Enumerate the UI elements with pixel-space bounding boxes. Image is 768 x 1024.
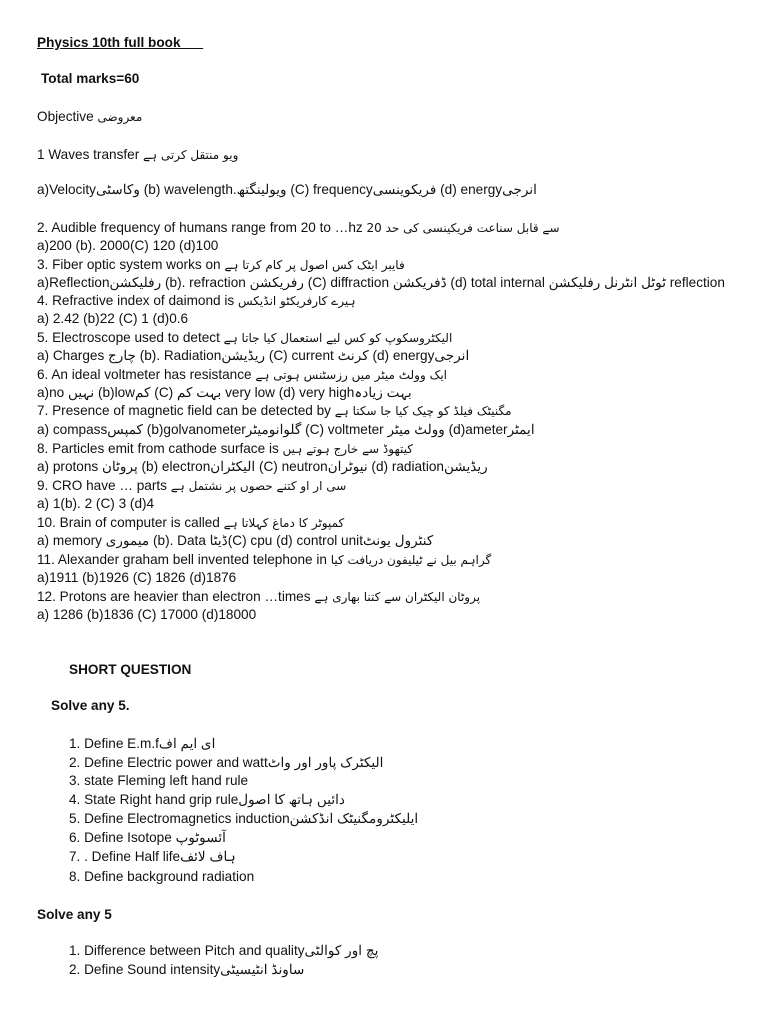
document-title: [37, 34, 203, 52]
question-11: [37, 551, 491, 569]
question-9-options: a) 1(b). 2 (C) 3 (d)4: [37, 496, 155, 511]
question-3: [37, 256, 405, 274]
total-marks: Total marks=60: [41, 71, 140, 86]
question-6-options: a)no نہیں (b)lowکم (C) بہت کم very low (d) very highبہت زیادہ: [37, 385, 412, 400]
short-item-2: 2. Define Electric power and wattالیکٹرک پاور اور واٹ: [69, 755, 384, 770]
question-text: 9. CRO have … parts: [37, 478, 167, 493]
question-text-urdu: مگنیٹک فیلڈ کو چیک کیا جا سکتا ہے: [334, 404, 512, 418]
question-text: 12. Protons are heavier than electron …times: [37, 589, 315, 604]
question-9: [37, 477, 346, 495]
question-6: [37, 366, 447, 384]
question-1: [37, 146, 238, 164]
question-7-options: a) compassکمپس (b)golvanometerگلوانومیٹر (C) voltmeter وولٹ میٹر (d)ameterایمٹر: [37, 422, 535, 437]
objective-heading: [37, 108, 142, 126]
question-text: 7. Presence of magnetic field can be detected by: [37, 403, 331, 418]
solve-any-5-first: Solve any 5.: [51, 698, 130, 713]
question-text-urdu: الیکٹروسکوپ کو کس لیے استعمال کیا جاتا ہے: [223, 331, 453, 345]
short-item-8: 8. Define background radiation: [69, 869, 255, 884]
question-text-urdu: ہیرے کارفریکٹو انڈیکس: [238, 294, 356, 308]
objective-label-urdu: معروضی: [97, 110, 143, 124]
question-text: 10. Brain of computer is called: [37, 515, 224, 530]
short2-item-1: 1. Difference between Pitch and qualityپچ اور کوالٹی: [69, 943, 379, 958]
question-text: 4. Refractive index of daimond is: [37, 293, 238, 308]
solve-any-5-second: Solve any 5: [37, 907, 112, 922]
question-text-urdu: فایبر ایٹک کس اصول پر کام کرتا ہے: [224, 258, 405, 272]
short-question-heading: SHORT QUESTION: [69, 662, 192, 677]
question-12: [37, 588, 480, 606]
question-text: 6. An ideal voltmeter has resistance: [37, 367, 256, 382]
objective-label: Objective: [37, 109, 94, 124]
question-2-options: a)200 (b). 2000(C) 120 (d)100: [37, 238, 219, 253]
question-text-urdu: سی ار او کتنے حصوں پر نشتمل ہے: [170, 479, 347, 493]
short-item-1: 1. Define E.m.fای ایم اف: [69, 736, 216, 751]
question-4-options: a) 2.42 (b)22 (C) 1 (d)0.6: [37, 311, 189, 326]
title-text: Physics 10th full book: [37, 35, 181, 50]
question-text-urdu: پروٹان الیکٹران سے کتنا بھاری ہے: [314, 590, 481, 604]
question-text: 2. Audible frequency of humans range from 20 to …hz: [37, 220, 363, 235]
short-item-6: 6. Define Isotope آئسوٹوپ: [69, 830, 226, 845]
question-text-urdu: ویو منتقل کرتی ہے: [143, 148, 239, 162]
question-10-options: a) memory میموری (b). Data ڈیٹا(C) cpu (d) control unitکنٹرول یونٹ: [37, 533, 434, 548]
question-8-options: a) protons پروٹان (b) electronالیکٹران (C) neutronنیوٹران (d) radiationریڈیشن: [37, 459, 488, 474]
question-text: 11. Alexander graham bell invented telephone in: [37, 552, 331, 567]
short2-item-2: 2. Define Sound intensityساونڈ انٹیسیٹی: [69, 962, 305, 977]
question-text: 8. Particles emit from cathode surface is: [37, 441, 283, 456]
question-5: [37, 329, 452, 347]
question-10: [37, 514, 344, 532]
short-item-3: 3. state Fleming left hand rule: [69, 773, 249, 788]
question-5-options: a) Charges چارج (b). Radiationریڈیشن (C) current کرنٹ (d) energyانرجی: [37, 348, 470, 363]
question-text-urdu: ایک وولٹ میٹر میں رزسٹنس ہوتی ہے: [255, 368, 447, 382]
question-text: 1 Waves transfer: [37, 147, 144, 162]
question-1-options: a)Velocityوکاسٹی (b) wavelength.ویولینگتھ (C) frequencyفریکوینسی (d) energyانرجی: [37, 182, 537, 197]
question-3-options: a)Reflectionرفلیکشن (b). refraction رفریکشن (C) diffraction ڈفریکشن (d) total internal ٹوٹل انٹرنل رفلیکشن reflection: [37, 275, 725, 290]
short-item-7: 7. . Define Half lifeہاف لائف: [69, 849, 236, 864]
question-12-options: a) 1286 (b)1836 (C) 17000 (d)18000: [37, 607, 257, 622]
question-text-urdu: 20 سے قابل سناعت فریکینسی کی حد: [366, 221, 560, 235]
question-text: 3. Fiber optic system works on: [37, 257, 225, 272]
question-8: [37, 440, 413, 458]
question-4: [37, 292, 355, 310]
short-item-4: 4. State Right hand grip ruleدائیں ہاتھ کا اصول: [69, 792, 345, 807]
short-item-5: 5. Define Electromagnetics inductionایلیکٹرومگنیٹک انڈکشن: [69, 811, 419, 826]
question-2: [37, 219, 560, 237]
question-text: 5. Electroscope used to detect: [37, 330, 220, 345]
question-text-urdu: کمپوٹر کا دماغ کہلاتا ہے: [223, 516, 345, 530]
question-text-urdu: گراہم بیل نے ٹیلیفون دریافت کیا: [330, 553, 492, 567]
question-7: [37, 402, 512, 420]
question-11-options: a)1911 (b)1926 (C) 1826 (d)1876: [37, 570, 237, 585]
question-text-urdu: کیتھوڈ سے خارج ہوتے ہیں: [282, 442, 413, 456]
